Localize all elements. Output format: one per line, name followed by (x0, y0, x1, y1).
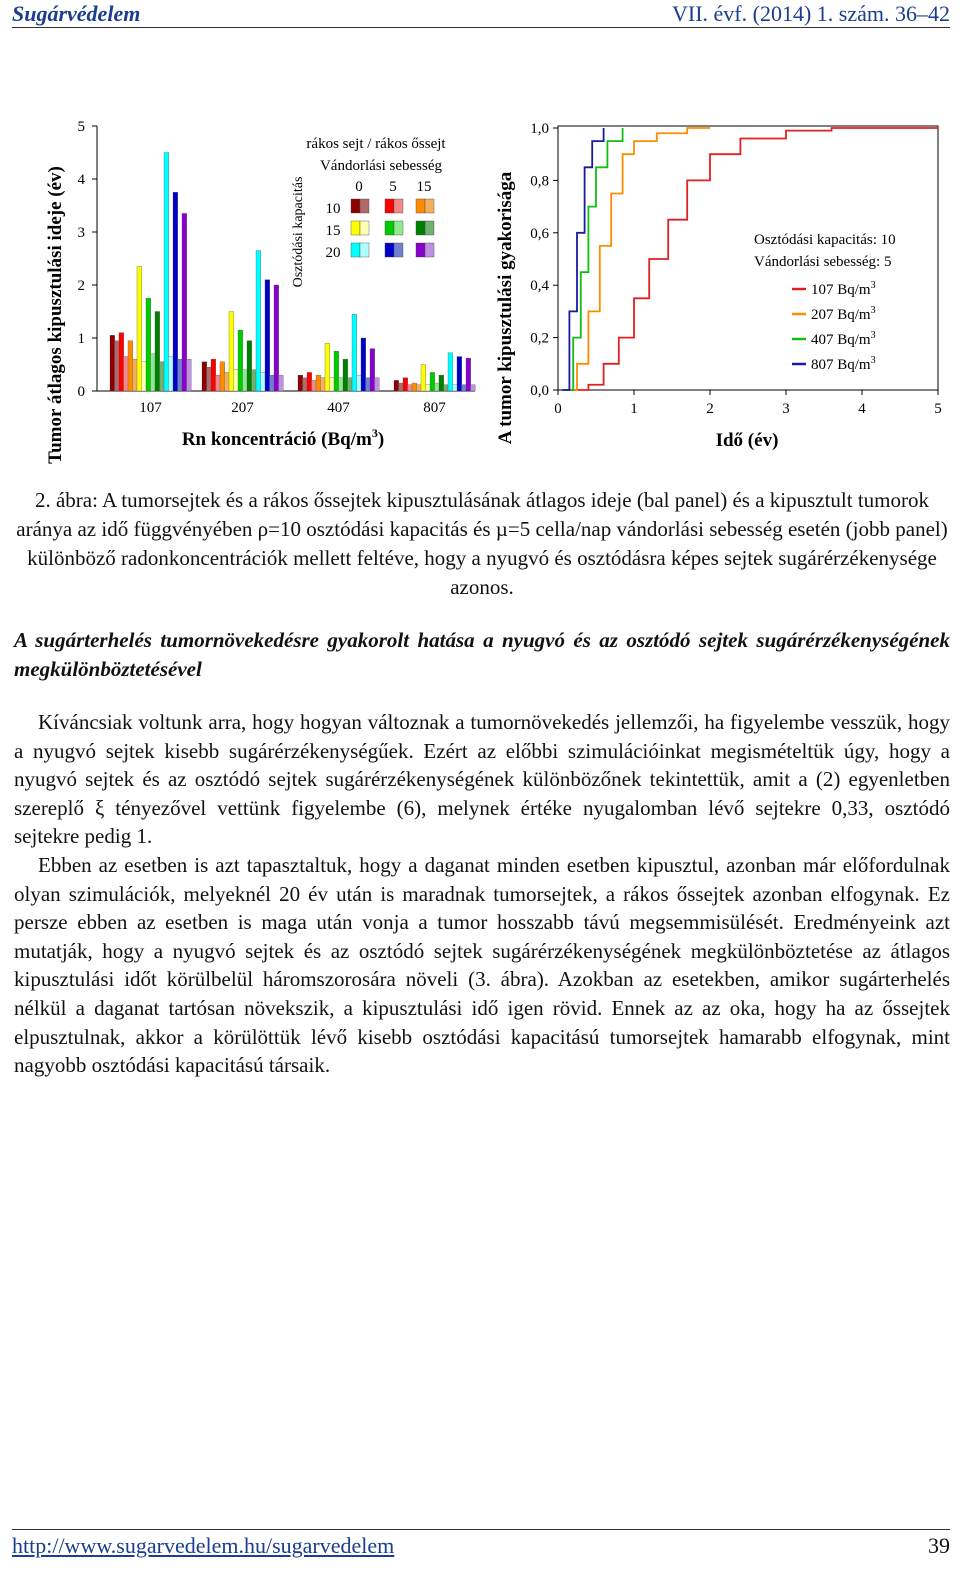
figure-2 (0, 60, 960, 480)
bar (178, 359, 183, 391)
bar (202, 362, 207, 391)
section-title: A sugárterhelés tumornövekedésre gyakorolt hatása a nyugvó és az osztódó sejtek sugárérzékenységének megkülönböztetésével (14, 628, 950, 681)
bar (444, 385, 449, 391)
right-legend-items (792, 280, 876, 373)
bar (334, 351, 339, 391)
legend-label: 407 $Bq/m^3$ (811, 330, 876, 348)
bar (238, 330, 243, 391)
left-legend-row-1: 15 (325, 223, 341, 239)
left-legend-row-2: 20 (325, 245, 341, 261)
legend-swatch (394, 221, 403, 235)
bar (169, 357, 174, 391)
bar (146, 298, 151, 391)
bar (247, 341, 252, 391)
bar (466, 358, 471, 391)
bar (343, 359, 348, 391)
bar (133, 359, 138, 391)
figure-svg (0, 60, 960, 480)
bar (375, 378, 380, 391)
bar (457, 357, 462, 391)
left-legend-col-0: 0 (355, 179, 363, 195)
left-legend-title: rákos sejt / rákos őssejt (306, 136, 446, 152)
left-x-tick-label: 207 (231, 400, 254, 416)
bar (408, 385, 413, 391)
left-legend-col-2: 15 (416, 179, 432, 195)
right-y-tick-label: 0,8 (530, 173, 549, 190)
legend-swatch (360, 243, 369, 257)
legend-swatch (425, 221, 434, 235)
right-xlabel: Idő (év) (715, 430, 779, 451)
bar (462, 385, 467, 391)
bar (279, 375, 284, 391)
left-y-tick-label: 2 (77, 278, 85, 294)
bar (115, 341, 120, 391)
left-y-tick-label: 4 (77, 172, 85, 188)
bar (256, 251, 261, 391)
bar (119, 333, 124, 391)
right-x-tick-label: 3 (782, 401, 790, 417)
paragraph-1: Kíváncsiak voltunk arra, hogy hogyan változnak a tumornövekedés jellemzői, ha figyelembe vesszük, hogy a nyugvó sejtek kisebb sugárérzékenységűek. Ezért az előbbi szimulációinkat megismételtük úgy, hogy a nyugvó sejtek és az osztódó sejtek sugárérzékenységének különbözőnek tekintettük, amit a (2) egyenletben szereplő ξ tényezővel vettünk figyelembe (6), melynek értéke nyugalomban lévő sejtekre 0,33, osztódó sejtekre pedig 1. (14, 710, 950, 849)
bar (430, 372, 435, 391)
bar (182, 213, 187, 391)
bar (312, 380, 317, 391)
bar (164, 153, 169, 392)
left-y-tick-label: 1 (77, 331, 85, 347)
legend-swatch (351, 199, 360, 213)
footer-url[interactable]: http://www.sugarvedelem.hu/sugarvedelem (12, 1533, 395, 1558)
legend-swatch (385, 243, 394, 257)
bar (160, 362, 165, 391)
right-y-tick-label: 0,6 (530, 225, 549, 242)
bar (252, 370, 257, 391)
left-y-tick-label: 3 (77, 225, 85, 241)
right-ylabel: A tumor kipusztulási gyakorisága (495, 171, 516, 445)
bar (448, 353, 453, 391)
bar (471, 385, 476, 391)
left-y-tick-label: 5 (77, 119, 85, 135)
bar (403, 378, 408, 391)
bar (330, 378, 335, 391)
legend-swatch (351, 243, 360, 257)
left-legend-row-0: 10 (325, 201, 341, 217)
bar (298, 375, 303, 391)
bar (155, 312, 160, 392)
legend-swatch (416, 221, 425, 235)
right-x-tick-label: 1 (630, 401, 638, 417)
left-x-ticks (139, 400, 446, 416)
series-line (564, 128, 623, 390)
left-x-tick-label: 107 (139, 400, 162, 416)
paragraph-2: Ebben az esetben is azt tapasztaltuk, hogy a daganat minden esetben kipusztul, azonban már előfordulnak olyan szimulációk, melyeknél 20 év után is maradnak tumorsejtek, a rákos őssejtek azonban elfogynak. Ez persze ebben az esetben is maga után vonja a tumor hosszabb távú megsemmisülését. Eredményeink azt mutatják, hogy a nyugvó sejtek és az osztódó sejtek sugárérzékenységének megkülönböztetése az átlagos kipusztulási időt körülbelül háromszorosára növeli (3. ábra). Azokban az esetekben, amikor sugárterhelés nélkül a daganat tartósan növekszik, a kipusztulási idő igen rövid. Ennek az az oka, hogy ha az őssejtek elpusztulnak, akkor a körülöttük lévő kisebb osztódási kapacitású tumorsejtek hamarabb elfogynak, mint nagyobb osztódási kapacitású társaik. (14, 852, 950, 1078)
legend-swatch (360, 221, 369, 235)
body-text (14, 708, 950, 1080)
bar (321, 378, 326, 391)
left-legend-row-axis: Osztódási kapacitás (291, 176, 306, 288)
right-line-chart (495, 121, 942, 451)
legend-label: 107 $Bq/m^3$ (811, 280, 876, 298)
bar (225, 372, 230, 391)
bar (207, 367, 212, 391)
bar (303, 378, 308, 391)
bar (216, 375, 221, 391)
legend-label: 207 $Bq/m^3$ (811, 305, 876, 323)
bar (220, 362, 225, 391)
right-y-tick-label: 1,0 (530, 121, 549, 137)
legend-swatch (416, 243, 425, 257)
bar (366, 378, 371, 391)
left-xlabel: Rn koncentráció $(Bq/m^3)$ (181, 426, 385, 450)
bar (137, 266, 142, 391)
left-x-tick-label: 807 (423, 400, 446, 416)
bar (439, 375, 444, 391)
left-legend (291, 136, 446, 287)
bar (142, 362, 147, 391)
legend-swatch (394, 199, 403, 213)
left-x-tick-label: 407 (327, 400, 350, 416)
legend-swatch (416, 199, 425, 213)
left-legend-subtitle: Vándorlási sebesség (319, 158, 443, 174)
bar (348, 378, 353, 391)
bar (274, 285, 279, 391)
bar (229, 312, 234, 392)
bar (412, 383, 417, 391)
bar (339, 378, 344, 391)
bar (151, 354, 156, 391)
bar (453, 385, 458, 391)
bar (325, 343, 330, 391)
legend-swatch (425, 199, 434, 213)
left-y-ticks (78, 119, 98, 400)
legend-swatch (360, 199, 369, 213)
page-header (12, 0, 950, 28)
page-footer (12, 1529, 950, 1560)
left-y-tick-label: 0 (77, 384, 85, 400)
legend-swatch (385, 221, 394, 235)
bar (243, 370, 248, 391)
page-number: 39 (928, 1533, 950, 1558)
bar (110, 335, 115, 391)
right-x-tick-label: 2 (706, 401, 714, 417)
legend-label: 807 $Bq/m^3$ (811, 355, 876, 373)
bar (307, 372, 312, 391)
bar (128, 341, 133, 391)
legend-swatch (394, 243, 403, 257)
bar (399, 383, 404, 391)
right-y-tick-label: 0,0 (530, 383, 549, 399)
left-legend-swatches (351, 199, 434, 257)
bar (417, 385, 422, 391)
right-legend-line2: Vándorlási sebesség: 5 (754, 254, 892, 270)
bar (361, 338, 366, 391)
issue-info: VII. évf. (2014) 1. szám. 36–42 (672, 1, 950, 26)
bar (394, 380, 399, 391)
left-bar-chart (45, 119, 475, 464)
right-x-tick-label: 4 (858, 401, 866, 417)
bar (211, 359, 216, 391)
bar (173, 192, 178, 391)
bar (435, 383, 440, 391)
right-y-tick-label: 0,4 (530, 278, 549, 295)
bar (234, 370, 239, 391)
right-legend-line1: Osztódási kapacitás: 10 (754, 232, 896, 248)
bar (187, 359, 192, 391)
bar (270, 375, 275, 391)
right-legend (754, 232, 896, 373)
right-x-ticks (554, 390, 942, 417)
bar (352, 314, 357, 391)
bar (370, 349, 375, 391)
bar (265, 280, 270, 391)
right-x-tick-label: 0 (554, 401, 562, 417)
legend-swatch (385, 199, 394, 213)
bar (426, 385, 431, 391)
bar (124, 357, 129, 391)
right-x-tick-label: 5 (934, 401, 942, 417)
left-legend-col-1: 5 (389, 179, 397, 195)
figure-caption: 2. ábra: A tumorsejtek és a rákos őssejtek kipusztulásának átlagos ideje (bal panel) és a kipusztult tumorok aránya az idő függvényében ρ=10 osztódási kapacitás és µ=5 cella/nap vándorlási sebesség esetén (jobb panel) különböző radonkoncentrációk mellett feltéve, hogy a nyugvó és osztódásra képes sejtek sugárérzékenysége azonos. (16, 488, 948, 599)
legend-swatch (425, 243, 434, 257)
bar (357, 375, 362, 391)
bar (421, 365, 426, 392)
bar (261, 372, 266, 391)
left-ylabel: Tumor átlagos kipusztulási ideje (év) (45, 166, 66, 464)
right-y-tick-label: 0,2 (530, 330, 549, 347)
right-y-ticks (530, 121, 558, 399)
bar (316, 375, 321, 391)
journal-name: Sugárvédelem (12, 1, 141, 26)
legend-swatch (351, 221, 360, 235)
